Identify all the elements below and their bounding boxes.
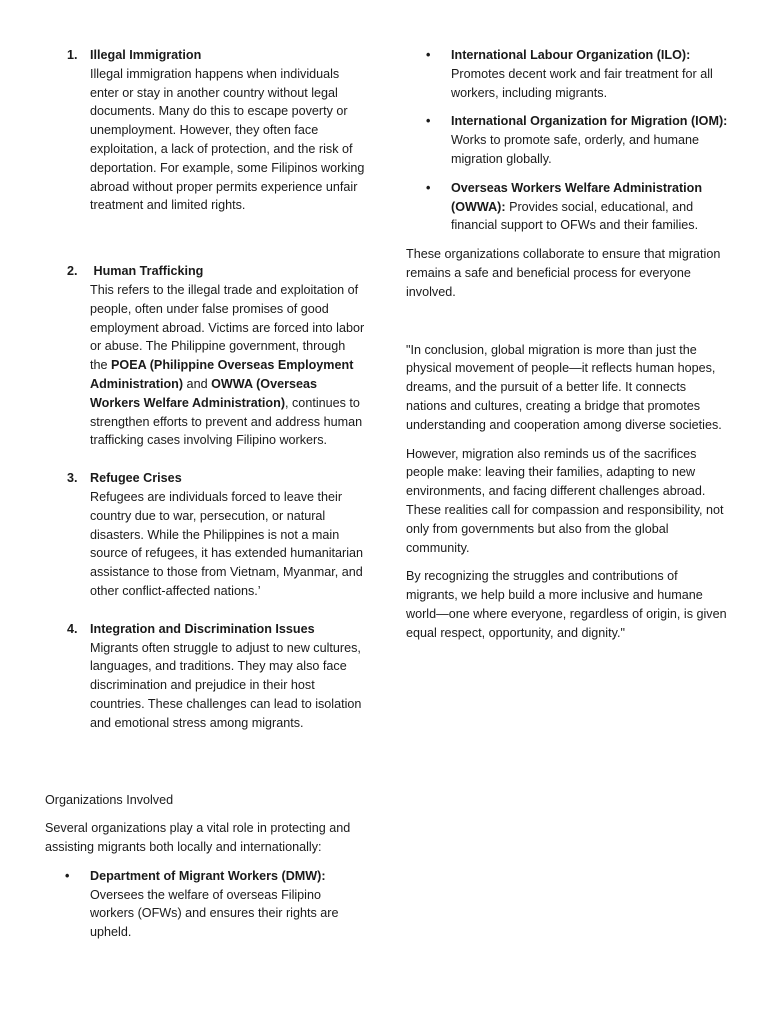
list-item-human-trafficking [45,262,365,450]
item-body: Refugees are individuals forced to leave their country due to war, persecution, or natural disasters. While the Philippines is not a main source of refugees, it has extended humanitarian assistance to those from Vietnam, Myanmar, and other conflict-affected nations.’ [90,489,364,598]
org-desc: Provides social, educational, and financial support to OFWs and their families. [451,199,699,233]
orgs-heading: Organizations Involved [45,792,174,807]
bullet-icon: • [426,114,431,129]
org-desc: Promotes decent work and fair treatment for all workers, including migrants. [451,66,713,100]
org-name: International Labour Organization (ILO): [451,48,691,62]
list-number: 3. [67,471,78,486]
owwa-name: OWWA (Overseas Workers Welfare Administration) [90,376,317,410]
list-number: 4. [67,621,78,636]
orgs-intro: Several organizations play a vital role in protecting and assisting migrants both locally and internationally: [45,821,351,855]
conclusion-paragraph-2: However, migration also reminds us of the sacrifices people make: leaving their families, adapting to new environments, and facing different challenges abroad. These realities call for compassion and responsibility, not only from governments but also from the global community. [406,446,724,555]
bullet-icon: • [65,868,70,883]
org-desc: Oversees the welfare of overseas Filipino workers (OFWs) and ensures their rights are upheld. [90,887,339,940]
org-item-owwa [406,179,728,235]
org-desc: Works to promote safe, orderly, and humane migration globally. [451,133,700,166]
list-item-integration [45,620,365,733]
right-column [406,46,728,643]
list-item-refugee-crises [45,469,365,601]
bullet-icon: • [426,180,431,195]
org-item-ilo [406,46,728,102]
collab-paragraph: These organizations collaborate to ensure that migration remains a safe and beneficial process for everyone involved. [406,247,721,299]
item-body: Illegal immigration happens when individuals enter or stay in another country without legal documents. Many do this to escape poverty or unemployment. However, they often face exploitation, a lack of protection, and the risk of deportation. For example, some Filipinos working abroad without proper permits experience unfair treatment and limited rights. [90,66,365,213]
list-number: 1. [67,48,78,62]
left-column [45,46,365,942]
item-title: Refugee Crises [90,471,182,486]
conclusion-paragraph-1: "In conclusion, global migration is more than just the physical movement of people—it reflects human hopes, dreams, and the pursuit of a better life. It connects nations and cultures, creating a bridge that promotes understanding and cooperation among diverse societies. [406,342,722,432]
org-item-dmw [45,867,365,942]
item-body [90,281,365,450]
org-name: International Organization for Migration (IOM): [451,114,728,129]
body-text: This refers to the illegal trade and exploitation of people, often under false promises of good employment abroad. Victims are forced into labor or abuse. The Philippine government, through the [90,282,365,373]
poea-name: POEA (Philippine Overseas Employment Administration) [90,358,354,391]
org-name: Overseas Workers Welfare Administration (OWWA): [451,180,703,214]
list-item-illegal-immigration [45,46,365,215]
list-number: 2. [67,264,78,279]
body-text: , continues to strengthen efforts to prevent and address human trafficking cases involving Filipino workers. [90,395,363,448]
org-name: Department of Migrant Workers (DMW): [90,868,326,883]
item-body: Migrants often struggle to adjust to new cultures, languages, and traditions. They may also face discrimination and prejudice in their host countries. These challenges can lead to isolation and emotional stress among migrants. [90,640,362,730]
bullet-icon: • [426,48,431,62]
conclusion-paragraph-3: By recognizing the struggles and contributions of migrants, we help build a more inclusive and humane world—one where everyone, regardless of origin, is given equal respect, opportunity, and dignity." [406,569,727,640]
item-title: Illegal Immigration [90,48,202,62]
item-title: Integration and Discrimination Issues [90,621,315,636]
body-text: and [183,376,212,391]
item-title: Human Trafficking [90,264,204,279]
org-entry [451,179,728,235]
org-item-iom [406,112,728,168]
